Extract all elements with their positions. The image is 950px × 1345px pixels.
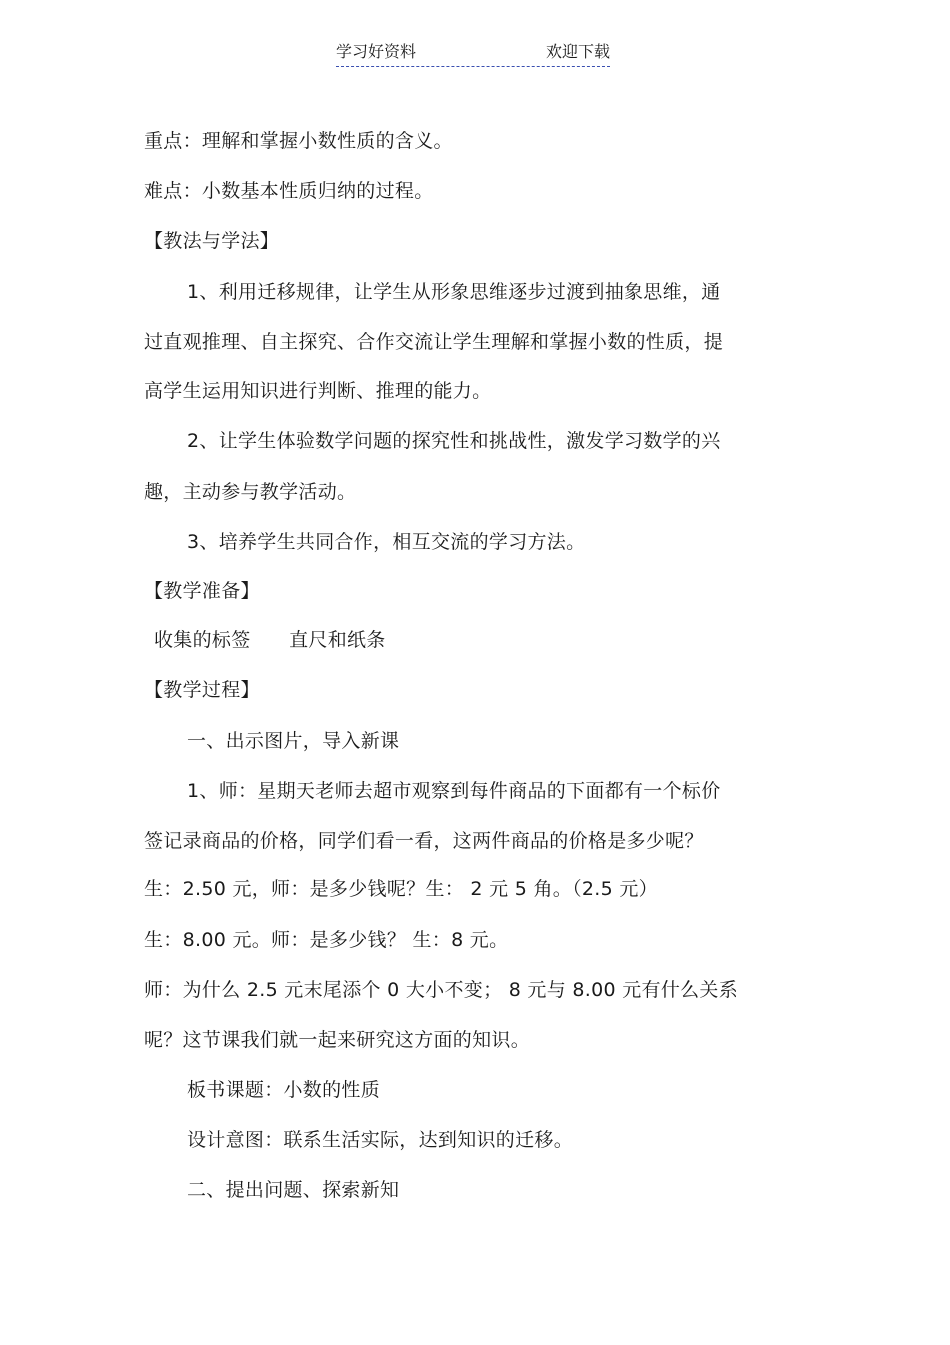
subsection-heading: 一、出示图片，导入新课: [187, 730, 400, 752]
subsection-heading: 二、提出问题、探索新知: [187, 1179, 400, 1201]
paragraph-line: 呢？这节课我们就一起来研究这方面的知识。: [144, 1029, 531, 1051]
header-right-text: 欢迎下载: [545, 42, 610, 61]
difficulty-line: 难点：小数基本性质归纳的过程。: [144, 180, 434, 202]
paragraph-line: 2、让学生体验数学问题的探究性和挑战性，激发学习数学的兴: [187, 430, 721, 452]
paragraph-line: 趣，主动参与教学活动。: [144, 481, 357, 503]
paragraph-line: 高学生运用知识进行判断、推理的能力。: [144, 380, 492, 402]
dialogue-line: 生：8.00 元。师：是多少钱？ 生：8 元。: [144, 929, 509, 951]
paragraph-line: 1、利用迁移规律，让学生从形象思维逐步过渡到抽象思维，通: [187, 281, 721, 303]
header-left-text: 学习好资料: [336, 42, 417, 61]
page-header: [336, 40, 610, 67]
section-heading-process: 【教学过程】: [144, 679, 260, 701]
dialogue-line: 师：为什么 2.5 元末尾添个 0 大小不变； 8 元与 8.00 元有什么关系: [144, 979, 739, 1001]
dialogue-line: 生：2.50 元，师：是多少钱呢？生： 2 元 5 角。（2.5 元）: [144, 878, 658, 900]
materials-line: 收集的标签 直尺和纸条: [154, 629, 386, 651]
paragraph-line: 3、培养学生共同合作，相互交流的学习方法。: [187, 531, 586, 553]
board-title-line: 板书课题：小数的性质: [187, 1079, 381, 1101]
key-point-line: 重点：理解和掌握小数性质的含义。: [144, 130, 453, 152]
paragraph-line: 1、师：星期天老师去超市观察到每件商品的下面都有一个标价: [187, 780, 721, 802]
section-heading-preparation: 【教学准备】: [144, 580, 260, 602]
paragraph-line: 过直观推理、自主探究、合作交流让学生理解和掌握小数的性质，提: [144, 331, 724, 353]
section-heading-methods: 【教法与学法】: [144, 230, 280, 252]
design-intent-line: 设计意图：联系生活实际，达到知识的迁移。: [187, 1129, 574, 1151]
paragraph-line: 签记录商品的价格，同学们看一看，这两件商品的价格是多少呢？: [144, 830, 704, 852]
